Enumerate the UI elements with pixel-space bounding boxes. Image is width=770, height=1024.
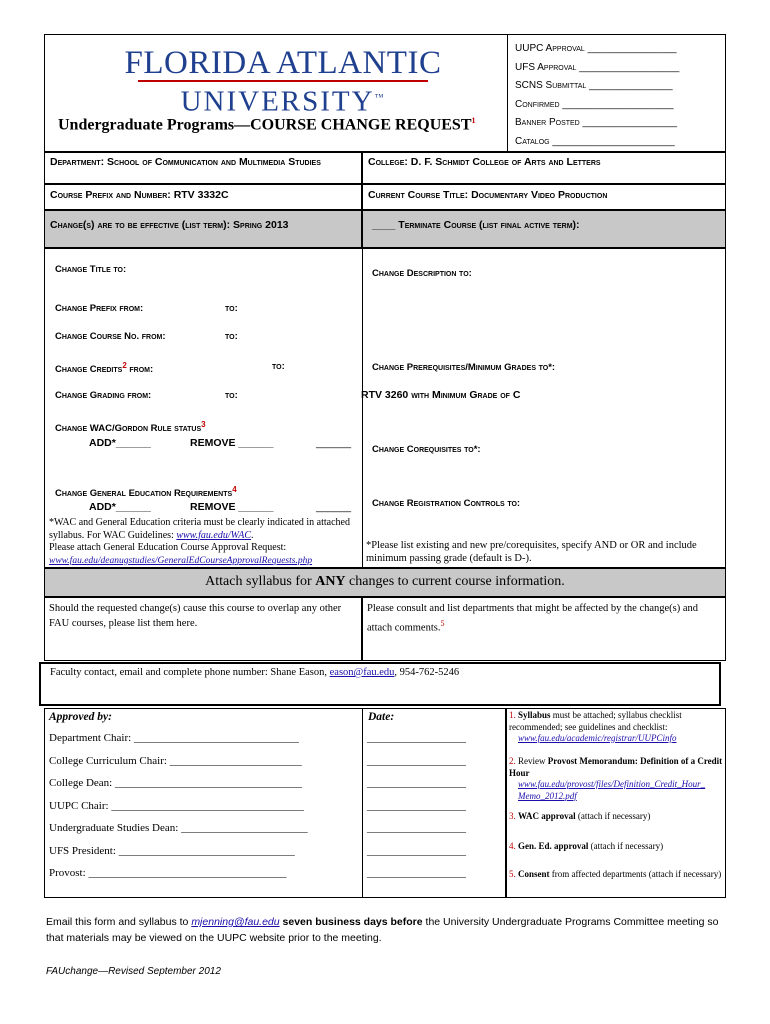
change-grading-to: to: xyxy=(225,390,238,401)
change-reg-label: Change Registration Controls to: xyxy=(372,498,521,509)
signature-row: UFS President: ________________________________ xyxy=(49,844,295,857)
change-prefix-to: to: xyxy=(225,303,238,314)
date-line: __________________ xyxy=(367,732,466,744)
effective-field: Change(s) are to be effective (list term): Spring 2013 xyxy=(50,219,289,231)
uupc-info-link[interactable]: www.fau.edu/academic/registrar/UUPCinfo xyxy=(518,733,677,743)
change-credits-to: to: xyxy=(272,361,285,372)
signature-rows xyxy=(49,732,359,890)
signature-row: Undergraduate Studies Dean: _______________________ xyxy=(49,822,308,834)
note-item: 2. Review Provost Memorandum: Definition of a Credit Hour www.fau.edu/provost/files/Definition_Credit_Hour_Memo_2012.pdf xyxy=(509,756,723,801)
change-description-label: Change Description to: xyxy=(372,268,472,279)
approval-row: UUPC Approval ________________ xyxy=(515,43,677,54)
contact-text: Faculty contact, email and complete phone number: Shane Eason, eason@fau.edu, 954-762-5246 xyxy=(50,667,460,678)
logo-tm: ™ xyxy=(374,92,386,102)
logo-line2: UNIVERSITY xyxy=(180,85,375,118)
change-course-no-to: to: xyxy=(225,331,238,342)
overlap-text: Should the requested change(s) cause this course to overlap any other FAU courses, please list them here. xyxy=(49,603,342,629)
form-title xyxy=(58,116,476,134)
form-title-note: 1 xyxy=(471,116,476,125)
date-lines xyxy=(367,732,503,890)
syllabus-text: Attach syllabus for ANY changes to current course information. xyxy=(205,574,565,589)
prereq-value: RTV 3260 with Minimum Grade of C xyxy=(361,389,521,401)
submit-email-link[interactable]: mjenning@fau.edu xyxy=(191,916,280,928)
change-coreq-label: Change Corequisites to*: xyxy=(372,444,481,455)
signature-row: UUPC Chair: ___________________________________ xyxy=(49,799,304,812)
logo-line1: FLORIDA ATLANTIC xyxy=(124,45,442,81)
approval-row: Banner Posted _________________ xyxy=(515,117,678,129)
change-prefix-label: Change Prefix from: xyxy=(55,303,144,314)
contact-email-link[interactable]: eason@fau.edu xyxy=(329,667,395,678)
revised-date: FAUchange—Revised September 2012 xyxy=(46,966,221,977)
approval-row: Confirmed ____________________ xyxy=(515,98,674,110)
note-item: 4. Gen. Ed. approval (attach if necessary) xyxy=(509,841,664,851)
wac-blank: ______ xyxy=(316,437,352,449)
approvals-divider xyxy=(507,34,508,152)
change-gened-label: Change General Education Requirements$^4$ xyxy=(55,485,237,500)
email-instructions: Email this form and syllabus to mjenning@fau.edu seven business days before the University Undergraduate Programs Committee meeting so that materials may be viewed on the UUPC website prior to the meeting. xyxy=(46,916,719,944)
terminate-field: ____ Terminate Course (list final active term): xyxy=(372,219,580,231)
approvals-list xyxy=(515,40,723,152)
change-wac-label: Change WAC/Gordon Rule status$^3$ xyxy=(55,420,206,435)
change-title-label: Change Title to: xyxy=(55,264,127,275)
date-line: __________________ xyxy=(367,822,466,834)
signature-row: College Curriculum Chair: ________________________ xyxy=(49,754,302,767)
gened-add: ADD*______ xyxy=(89,501,151,513)
change-course-no-label: Change Course No. from: xyxy=(55,331,166,342)
signature-row: College Dean: __________________________________ xyxy=(49,777,302,789)
changes-divider xyxy=(362,248,363,568)
department-field: Department: School of Communication and Multimedia Studies xyxy=(50,156,321,168)
date-label: Date: xyxy=(368,711,395,723)
change-grading-label: Change Grading from: xyxy=(55,390,152,401)
signatures-date-divider xyxy=(362,708,363,898)
wac-gened-note: *WAC and General Education criteria must be clearly indicated in attached syllabus. For WAC Guidelines: www.fau.edu/WAC. Please attach General Education Course Approval Request: www.fau.edu/deanugstudies/GeneralEdCourseApprovalRequests.php xyxy=(49,517,350,566)
notes-list xyxy=(509,710,723,881)
wac-add: ADD*______ xyxy=(89,437,151,449)
prereq-note: *Please list existing and new pre/corequisites, specify AND or OR and include minimum passing grade (default is D-). xyxy=(366,540,697,564)
date-line: __________________ xyxy=(367,777,466,789)
change-credits-label: Change Credits$^2$ from: xyxy=(55,361,154,376)
approved-by-label: Approved by: xyxy=(49,711,112,723)
credit-hour-memo-link[interactable]: www.fau.edu/provost/files/Definition_Credit_Hour_Memo_2012.pdf xyxy=(518,779,706,801)
approval-row: Catalog ______________________ xyxy=(515,135,675,147)
wac-remove: REMOVE ______ xyxy=(190,437,274,449)
signature-row: Department Chair: ______________________________ xyxy=(49,732,299,744)
wac-guidelines-link[interactable]: www.fau.edu/WAC xyxy=(176,529,252,541)
date-line: __________________ xyxy=(367,844,466,857)
note-item: 3. WAC approval (attach if necessary) xyxy=(509,811,651,821)
note-item: 1. Syllabus must be attached; syllabus checklist recommended; see guidelines and checklist: www.fau.edu/academic/registrar/UUPCinfo xyxy=(509,710,682,743)
gened-blank: ______ xyxy=(316,501,352,513)
note-item: 5. Consent from affected departments (attach if necessary) xyxy=(509,869,722,879)
form-title-text: Undergraduate Programs—COURSE CHANGE REQUEST xyxy=(58,116,472,134)
prefix-field: Course Prefix and Number: RTV 3332C xyxy=(50,189,229,201)
college-field: College: D. F. Schmidt College of Arts and Letters xyxy=(368,156,601,168)
approval-row: UFS Approval __________________ xyxy=(515,61,680,73)
gened-remove: REMOVE ______ xyxy=(190,501,274,513)
date-line: __________________ xyxy=(367,799,466,812)
date-line: __________________ xyxy=(367,867,466,879)
title-field: Current Course Title: Documentary Video Production xyxy=(368,189,608,201)
signature-row: Provost: ____________________________________ xyxy=(49,867,287,879)
approval-row: SCNS Submittal _______________ xyxy=(515,80,673,92)
date-line: __________________ xyxy=(367,754,466,767)
gened-request-link[interactable]: www.fau.edu/deanugstudies/GeneralEdCourseApprovalRequests.php xyxy=(49,555,313,566)
consult-text: Please consult and list departments that might be affected by the change(s) and attach comments.$^5$ xyxy=(367,603,699,634)
fau-logo xyxy=(108,46,458,117)
change-prereq-label: Change Prerequisites/Minimum Grades to*: xyxy=(372,362,556,373)
